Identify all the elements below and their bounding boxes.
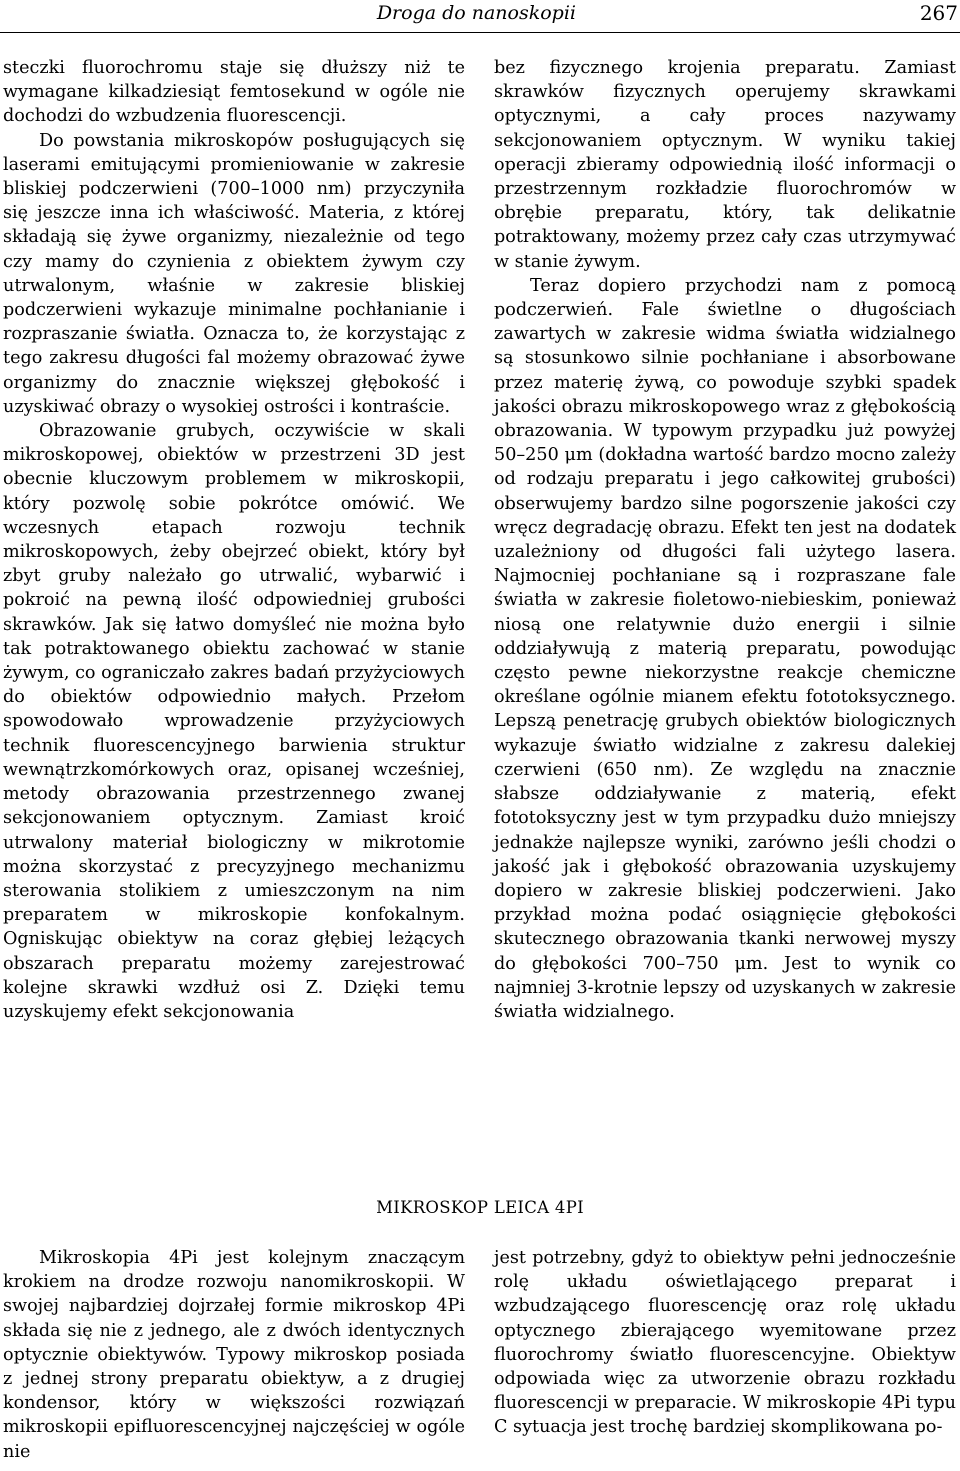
paragraph: jest potrzebny, gdyż to obiektyw pełni jednocześnie rolę układu oświetlającego preparat i wzbudzającego fluorescencję oraz rolę układu optycznego zbierającego wyemitowane przez fluorochromy światło fluorescencyjne. Obiektyw odpowiada więc za utworzenie obrazu rozkładu fluorescencji w preparacie. W mikroskopie 4Pi typu C sytuacja jest trochę bardziej skomplikowana po- [494, 1248, 956, 1438]
running-header [0, 0, 960, 33]
right-column-bottom [494, 1246, 956, 1440]
paragraph: Do powstania mikroskopów posługujących się laserami emitującymi promieniowanie w zakresie bliskiej podczerwieni (700–1000 nm) przyczyniła się jeszcze inna ich właściwość. Materia, z której składają się żywe organizmy, niezależnie od tego czy mamy do czynienia z obiektem żywym czy utrwalonym, właśnie w zakresie bliskiej podczerwieni wykazuje minimalne pochłanianie i rozpraszanie światła. Oznacza to, że korzystając z tego zakresu długości fal możemy obrazować żywe organizmy do znacznie większej głębokość i uzyskiwać obrazy o wysokiej ostrości i kontraście. [3, 130, 465, 417]
paragraph: bez fizycznego krojenia preparatu. Zamiast skrawków fizycznych operujemy skrawkami optycznymi, a cały proces nazywamy sekcjonowaniem optycznym. W wyniku takiej operacji zbieramy odpowiednią ilość informacji o przestrzennym rozkładzie fluorochromów w obrębie preparatu, który, tak delikatnie potraktowany, możemy przez cały czas utrzymywać w stanie żywym. [494, 58, 956, 272]
right-column-top [494, 56, 956, 1024]
page-number: 267 [919, 1, 958, 25]
section-heading: MIKROSKOP LEICA 4PI [376, 1198, 584, 1217]
left-column-bottom [3, 1246, 465, 1464]
paragraph: Mikroskopia 4Pi jest kolejnym znaczącym krokiem na drodze rozwoju nanomikroskopii. W swojej najbardziej dojrzałej formie mikroskop 4Pi składa się nie z jednego, ale z dwóch identycznych optycznie obiektywów. Typowy mikroskop posiada z jednej strony preparatu obiektyw, a z drugiej kondensor, który w większości rozwiązań mikroskopii epifluorescencyjnej najczęściej w ogóle nie [3, 1248, 465, 1462]
running-title: Droga do nanoskopii [376, 2, 576, 24]
left-column-top [3, 56, 465, 1024]
paragraph: Teraz dopiero przychodzi nam z pomocą podczerwień. Fale świetlne o długościach zawartych w zakresie widma światła widzialnego są stosunkowo silnie pochłaniane i absorbowane przez materię żywą, co powoduje szybki spadek jakości obrazu mikroskopowego wraz z głębokością obrazowania. W typowym przypadku już powyżej 50–250 μm (dokładna wartość bardzo mocno zależy od rodzaju preparatu i jego całkowitej grubości) obserwujemy bardzo silne pogorszenie jakości czy wręcz degradację obrazu. Efekt ten jest na dodatek uzależniony od długości fali użytego lasera. Najmocniej pochłaniane są i rozpraszane fale światła w zakresie fioletowo-niebieskim, ponieważ niosą one relatywnie dużo energii i silnie oddziaływują z materią preparatu, powodując często pewne niekorzystne reakcje chemiczne określane ogólnie mianem efektu fototoksycznego. Lepszą penetrację grubych obiektów biologicznych wykazuje światło widzialne z zakresu dalekiej czerwieni (650 nm). Ze względu na znacznie słabsze oddziaływanie z materią, efekt fototoksyczny jest w tym przypadku dużo mniejszy jednakże najlepsze wyniki, zarówno jeśli chodzi o jakość jak i głębokość obrazowania uzyskujemy dopiero w zakresie bliskiej podczerwieni. Jako przykład można podać osiągnięcie głębokości skutecznego obrazowania tkanki nerwowej myszy do głębokości 700–750 μm. Jest to wynik co najmniej 3-krotnie lepszy od uzyskanych w zakresie światła widzialnego. [494, 275, 956, 1022]
paragraph: Obrazowanie grubych, oczywiście w skali mikroskopowej, obiektów w przestrzeni 3D jest obecnie kluczowym problemem w mikroskopii, który pozwolę sobie pokrótce omówić. We wczesnych etapach rozwoju technik mikroskopowych, żeby obejrzeć obiekt, który był zbyt gruby należało go utrwalić, wybarwić i pokroić na pewną ilość odpowiedniej grubości skrawków. Jak się łatwo domyśleć nie można było tak potraktowanego obiektu zachować w stanie żywym, co ograniczało zakres badań przyżyciowych do obiektów odpowiednio małych. Przełom spowodowało wprowadzenie przyżyciowych technik fluorescencyjnego barwienia struktur wewnątrzkomórkowych oraz, opisanej wcześniej, metody obrazowania przestrzennego zwanej sekcjonowaniem optycznym. Zamiast kroić utrwalony materiał biologiczny w mikrotomie można skorzystać z precyzyjnego mechanizmu sterowania stolikiem z umieszczonym na nim preparatem w mikroskopie konfokalnym. Ogniskując obiektyw na coraz głębiej leżących obszarach preparatu możemy zarejestrować kolejne skrawki wzdłuż osi Z. Dzięki temu uzyskujemy efekt sekcjonowania [3, 421, 465, 1022]
paragraph: steczki fluorochromu staje się dłuższy niż te wymagane kilkadziesiąt femtosekund w ogóle nie dochodzi do wzbudzenia fluorescencji. [3, 58, 465, 127]
